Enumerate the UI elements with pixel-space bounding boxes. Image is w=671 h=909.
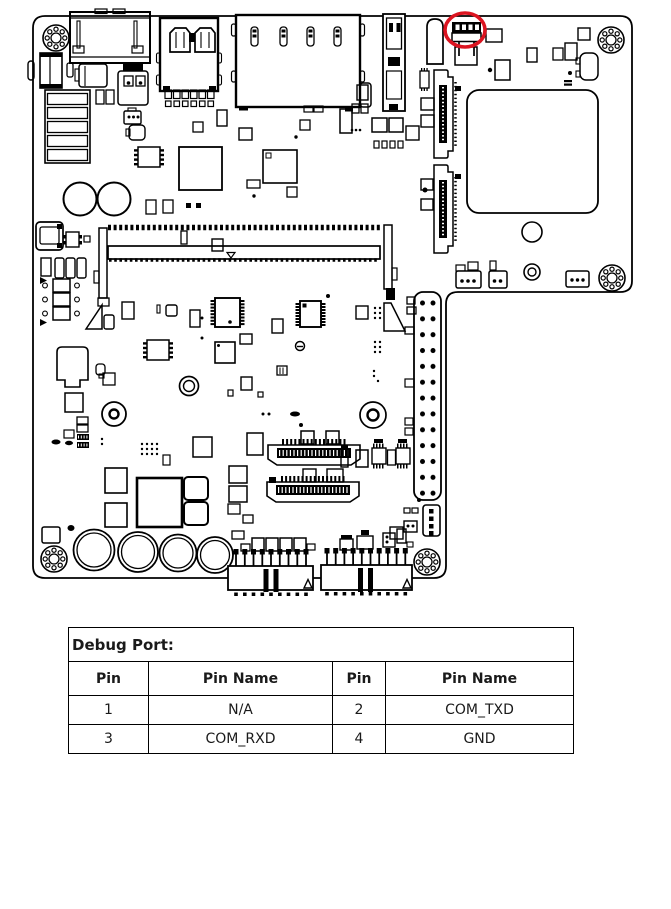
debug-port-table <box>68 627 574 754</box>
module-shield <box>467 90 598 213</box>
inductor <box>180 377 199 396</box>
smd-component <box>486 29 502 42</box>
capacitor <box>98 183 131 216</box>
header-solder-pads <box>234 592 407 596</box>
fiducial-ring <box>102 402 126 426</box>
mounting-hole <box>599 265 625 291</box>
board-art <box>28 9 632 596</box>
jumper-block <box>40 277 79 326</box>
table-title: Debug Port: <box>69 628 574 662</box>
mounting-hole <box>43 25 69 51</box>
mounting-hole <box>41 546 67 572</box>
fan-header <box>124 108 141 124</box>
power-connector <box>70 9 150 63</box>
heatsink <box>45 90 90 163</box>
soic16-chip <box>211 298 245 327</box>
cell-pin-name: COM_RXD <box>149 725 333 754</box>
debug-header-4pin <box>423 505 440 536</box>
soc-chip <box>179 147 222 190</box>
ic-chip <box>263 150 297 183</box>
edge-connector-1 <box>434 70 456 158</box>
eeprom-chip <box>143 340 173 360</box>
mounting-hole <box>414 549 440 575</box>
cell-pin: 4 <box>333 725 386 754</box>
col-header-pin-2: Pin <box>333 662 386 696</box>
soic16-chip <box>296 301 326 327</box>
power-module <box>137 478 182 527</box>
wafer-connectors-row <box>456 261 589 288</box>
audio-jack <box>427 19 443 64</box>
cell-pin-name: GND <box>386 725 574 754</box>
mounting-hole <box>598 27 624 53</box>
buzzer-component <box>118 64 148 105</box>
cell-pin-name: COM_TXD <box>386 696 574 725</box>
box-header-1 <box>228 566 313 592</box>
box-header-2 <box>321 565 412 592</box>
col-header-pin-name-2: Pin Name <box>386 662 574 696</box>
usb-stack-connector <box>157 18 222 91</box>
table-row <box>69 696 574 725</box>
cell-pin: 1 <box>69 696 149 725</box>
table-row <box>69 725 574 754</box>
cell-pin: 2 <box>333 696 386 725</box>
electrolytic-capacitors <box>74 530 234 574</box>
sodimm-slot <box>86 225 416 334</box>
edge-connector-2 <box>434 165 456 253</box>
capacitor <box>64 183 97 216</box>
micro-usb-connector <box>36 222 63 250</box>
lan-connector <box>232 15 372 112</box>
col-header-pin-name-1: Pin Name <box>149 662 333 696</box>
col-header-pin-1: Pin <box>69 662 149 696</box>
cell-pin-name: N/A <box>149 696 333 725</box>
gpio-header-26pin <box>414 292 441 500</box>
mounting-ring <box>360 402 386 428</box>
flash-chip <box>134 147 164 167</box>
via-array <box>141 443 158 455</box>
vertical-usb-connector <box>383 14 405 111</box>
left-edge-components <box>28 53 107 88</box>
cell-pin: 3 <box>69 725 149 754</box>
